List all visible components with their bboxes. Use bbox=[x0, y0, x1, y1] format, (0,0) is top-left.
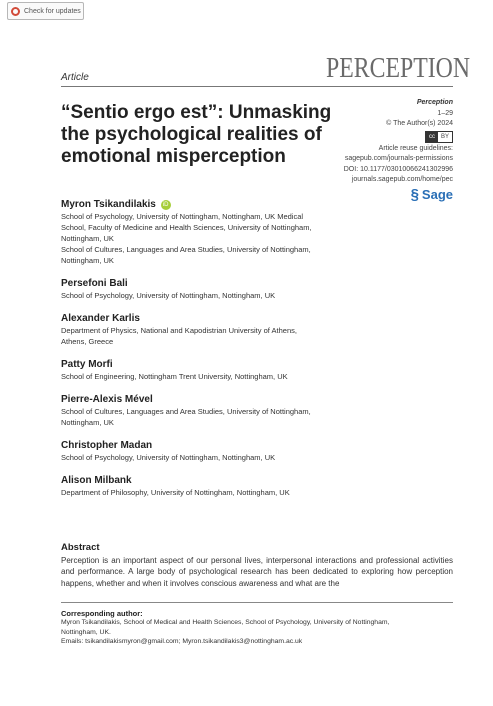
author-entry bbox=[61, 198, 361, 266]
author-affiliation: School of Psychology, University of Nottingham, Nottingham, UK Medical bbox=[61, 212, 304, 221]
page-range: 1–29 bbox=[437, 109, 453, 117]
check-for-updates-badge[interactable] bbox=[7, 2, 84, 20]
corresponding-author-address: Nottingham, UK. bbox=[61, 628, 111, 636]
sage-logo bbox=[410, 185, 453, 203]
author-name: Pierre-Alexis Mével bbox=[61, 394, 153, 405]
doi[interactable]: DOI: 10.1177/03010066241302996 bbox=[343, 165, 453, 173]
article-title: “Sentio ergo est”: Unmasking the psychological realities of emotional misperception bbox=[61, 102, 332, 167]
check-updates-label: Check for updates bbox=[24, 7, 81, 15]
journal-logo: PERCEPTION bbox=[326, 52, 471, 84]
corresponding-author-heading: Corresponding author: bbox=[61, 609, 143, 618]
author-name: Persefoni Bali bbox=[61, 278, 128, 289]
abstract-heading: Abstract bbox=[61, 542, 100, 553]
author-list bbox=[61, 198, 361, 509]
corresponding-author-address: Myron Tsikandilakis, School of Medical and Health Sciences, School of Psychology, University of Nottingham, bbox=[61, 619, 390, 626]
author-affiliation: School, Faculty of Medicine and Health Sciences, University of Nottingham, bbox=[61, 223, 312, 232]
author-affiliation: Department of Philosophy, University of Nottingham, Nottingham, UK bbox=[61, 488, 290, 497]
permissions-link[interactable]: sagepub.com/journals-permissions bbox=[344, 155, 453, 162]
author-name: Alison Milbank bbox=[61, 475, 132, 486]
update-icon bbox=[11, 7, 20, 16]
author-affiliation: School of Cultures, Languages and Area Studies, University of Nottingham, bbox=[61, 245, 311, 254]
author-affiliation: Nottingham, UK bbox=[61, 418, 114, 427]
footnote-divider bbox=[61, 602, 453, 603]
author-name: Alexander Karlis bbox=[61, 313, 140, 324]
author-entry bbox=[61, 474, 361, 498]
author-affiliation: Nottingham, UK bbox=[61, 256, 114, 265]
corresponding-author-emails[interactable]: Emails: tsikandilakismyron@gmail.com; Myron.tsikandilakis3@nottingham.ac.uk bbox=[61, 638, 303, 645]
author-affiliation: Athens, Greece bbox=[61, 337, 114, 346]
author-name: Patty Morfi bbox=[61, 359, 113, 370]
author-affiliation: School of Engineering, Nottingham Trent University, Nottingham, UK bbox=[61, 372, 288, 381]
author-name: Christopher Madan bbox=[61, 440, 153, 451]
author-entry bbox=[61, 439, 361, 463]
journal-homepage-link[interactable]: journals.sagepub.com/home/pec bbox=[351, 176, 453, 183]
author-entry bbox=[61, 358, 361, 382]
author-affiliation: Department of Physics, National and Kapodistrian University of Athens, bbox=[61, 326, 297, 335]
corresponding-author-section bbox=[61, 609, 453, 647]
author-name: Myron Tsikandilakis bbox=[61, 199, 156, 210]
author-affiliation: School of Cultures, Languages and Area Studies, University of Nottingham, bbox=[61, 407, 311, 416]
author-affiliation: School of Psychology, University of Nottingham, Nottingham, UK bbox=[61, 453, 276, 462]
article-type-label: Article bbox=[61, 72, 89, 83]
author-entry bbox=[61, 277, 361, 301]
cc-by-label: BY bbox=[440, 133, 449, 140]
orcid-icon[interactable]: iD bbox=[161, 200, 171, 210]
sage-s-icon: § bbox=[410, 185, 419, 203]
copyright: © The Author(s) 2024 bbox=[386, 120, 453, 127]
cc-icon: cc bbox=[426, 132, 438, 142]
article-metadata bbox=[323, 98, 453, 203]
author-entry bbox=[61, 312, 361, 347]
author-entry bbox=[61, 393, 361, 428]
cc-license-badge[interactable] bbox=[425, 131, 453, 143]
author-affiliation: School of Psychology, University of Nottingham, Nottingham, UK bbox=[61, 291, 276, 300]
reuse-guidelines-label: Article reuse guidelines: bbox=[378, 144, 453, 152]
author-affiliation: Nottingham, UK bbox=[61, 234, 114, 243]
journal-name: Perception bbox=[416, 99, 453, 106]
header-divider bbox=[61, 86, 453, 87]
abstract-text: Perception is an important aspect of our personal lives, interpersonal interactions and professional activities and performance. A large body of psychological research has been dedicated to exploring how perception happens, whether and when it involves conscious awareness and what are the bbox=[61, 556, 453, 588]
abstract-section bbox=[61, 542, 453, 589]
publisher-name: Sage bbox=[421, 186, 453, 202]
